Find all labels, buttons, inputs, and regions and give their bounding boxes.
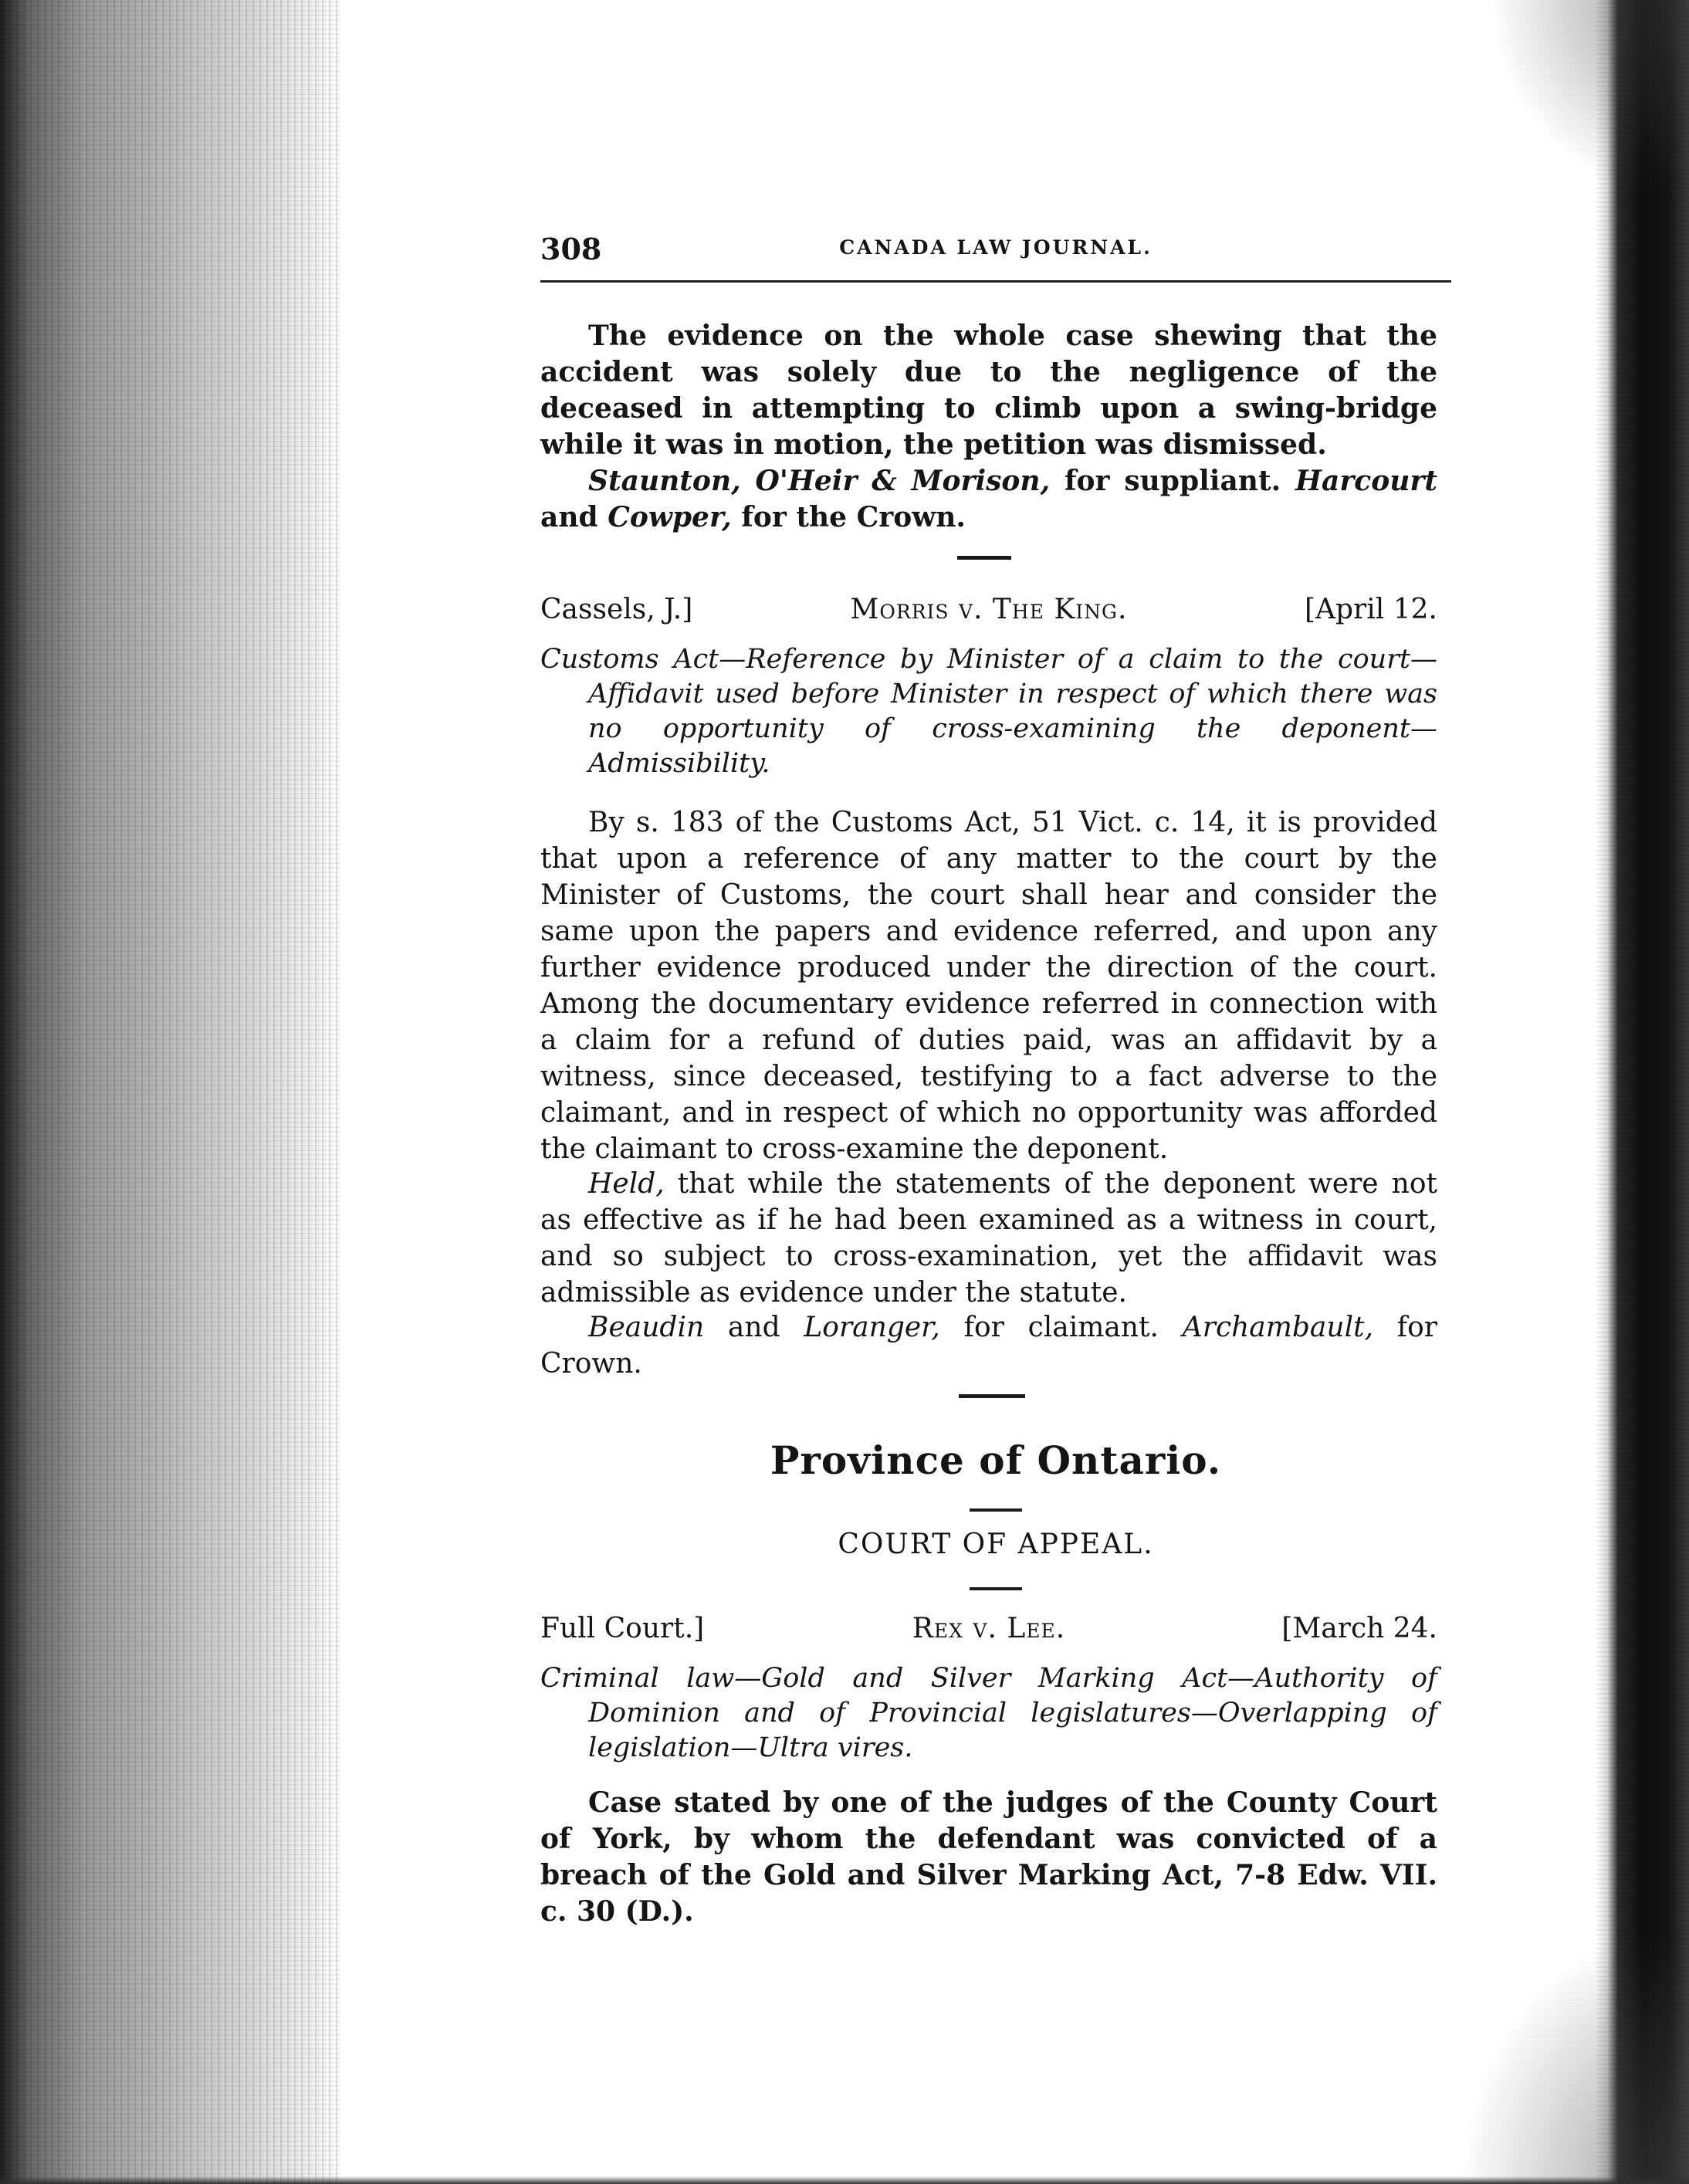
header-rule	[540, 280, 1451, 283]
court-of-appeal-heading: COURT OF APPEAL.	[838, 1529, 1154, 1560]
counsel-and-2: and	[704, 1312, 804, 1343]
case3-facts-paragraph: Case stated by one of the judges of the County Court of York, by whom the defendant was convicted of a breach of the Gold and Silver Marking Act, 7-8 Edw. VII. c. 30 (D.).	[540, 1786, 1437, 1928]
case3-headnote: Criminal law—Gold and Silver Marking Act—Authority of Dominion and of Provincial legislatures—Overlapping of legislation—Ultra vires.	[540, 1663, 1437, 1763]
case2-parties: Morris v. The King.	[850, 594, 1128, 625]
journal-page	[540, 0, 1451, 2184]
province-rule	[970, 1508, 1022, 1512]
counsel-and: and	[540, 501, 608, 533]
scan-shadow-left	[0, 0, 340, 2184]
counsel-crown-role: for the Crown.	[731, 501, 966, 533]
case2-facts-paragraph: By s. 183 of the Customs Act, 51 Vict. c. 14, it is provided that upon a reference of any matter to the court by the Minister of Customs, the court shall hear and consider the same upon the papers and evidence referred, and upon any further evidence produced under the direction of the court. Among the documentary evidence referred in connection with a claim for a refund of duties paid, was an affidavit by a witness, since deceased, testifying to a fact adverse to the claimant, and in respect of which no opportunity was afforded the claimant to cross-examine the deponent.	[540, 807, 1437, 1165]
case1-holding-paragraph: The evidence on the whole case shewing that the accident was solely due to the negligence of the deceased in attempting to climb upon a swing-bridge while it was in motion, the petition was dismissed.	[540, 320, 1437, 461]
counsel-claimant-b: Loranger,	[804, 1312, 940, 1343]
case2-court: Cassels, J.]	[540, 594, 693, 625]
held-word: Held,	[588, 1168, 665, 1200]
section-separator	[959, 1394, 1025, 1398]
scan-speckle-bottom-right	[1457, 1922, 1689, 2184]
case2-title-line	[540, 591, 1437, 628]
case3-court: Full Court.]	[540, 1613, 705, 1644]
counsel-crown-a: Harcourt	[1295, 465, 1437, 497]
journal-title: CANADA LAW JOURNAL.	[839, 236, 1153, 259]
case3-parties: Rex v. Lee.	[912, 1613, 1066, 1644]
case2-counsel-paragraph	[540, 1309, 1437, 1382]
counsel-crown-2: Archambault,	[1182, 1312, 1374, 1343]
case2-date: [April 12.	[1304, 594, 1437, 625]
scan-shadow-right	[1596, 0, 1689, 2184]
held-text: that while the statements of the deponent were not as effective as if he had been examined as a witness in court, and so subject to cross-examination, yet the affidavit was admissible as evidence under the statute.	[540, 1168, 1437, 1309]
case-separator-1	[957, 556, 1011, 560]
case3-title-line	[540, 1610, 1437, 1647]
counsel-suppliant-role: for suppliant.	[1050, 465, 1295, 497]
court-rule	[970, 1587, 1022, 1590]
running-head	[540, 232, 1451, 266]
counsel-claimant-a: Beaudin	[588, 1312, 705, 1343]
counsel-claimant-role: for claimant.	[939, 1312, 1183, 1343]
case1-counsel-paragraph	[540, 463, 1437, 536]
scan-speckle-top-right	[1488, 0, 1689, 201]
case2-held-paragraph	[540, 1166, 1437, 1311]
counsel-crown-role-2: for Crown.	[540, 1312, 1437, 1380]
case3-date: [March 24.	[1281, 1613, 1437, 1644]
case2-headnote: Customs Act—Reference by Minister of a claim to the court—Affidavit used before Minister in respect of which there was no opportunity of cross-examining the deponent—Admissibility.	[540, 644, 1437, 779]
province-heading: Province of Ontario.	[770, 1437, 1222, 1483]
page-number: 308	[540, 232, 602, 266]
counsel-suppliant: Staunton, O'Heir & Morison,	[588, 465, 1051, 497]
counsel-crown-b: Cowper,	[608, 501, 732, 533]
